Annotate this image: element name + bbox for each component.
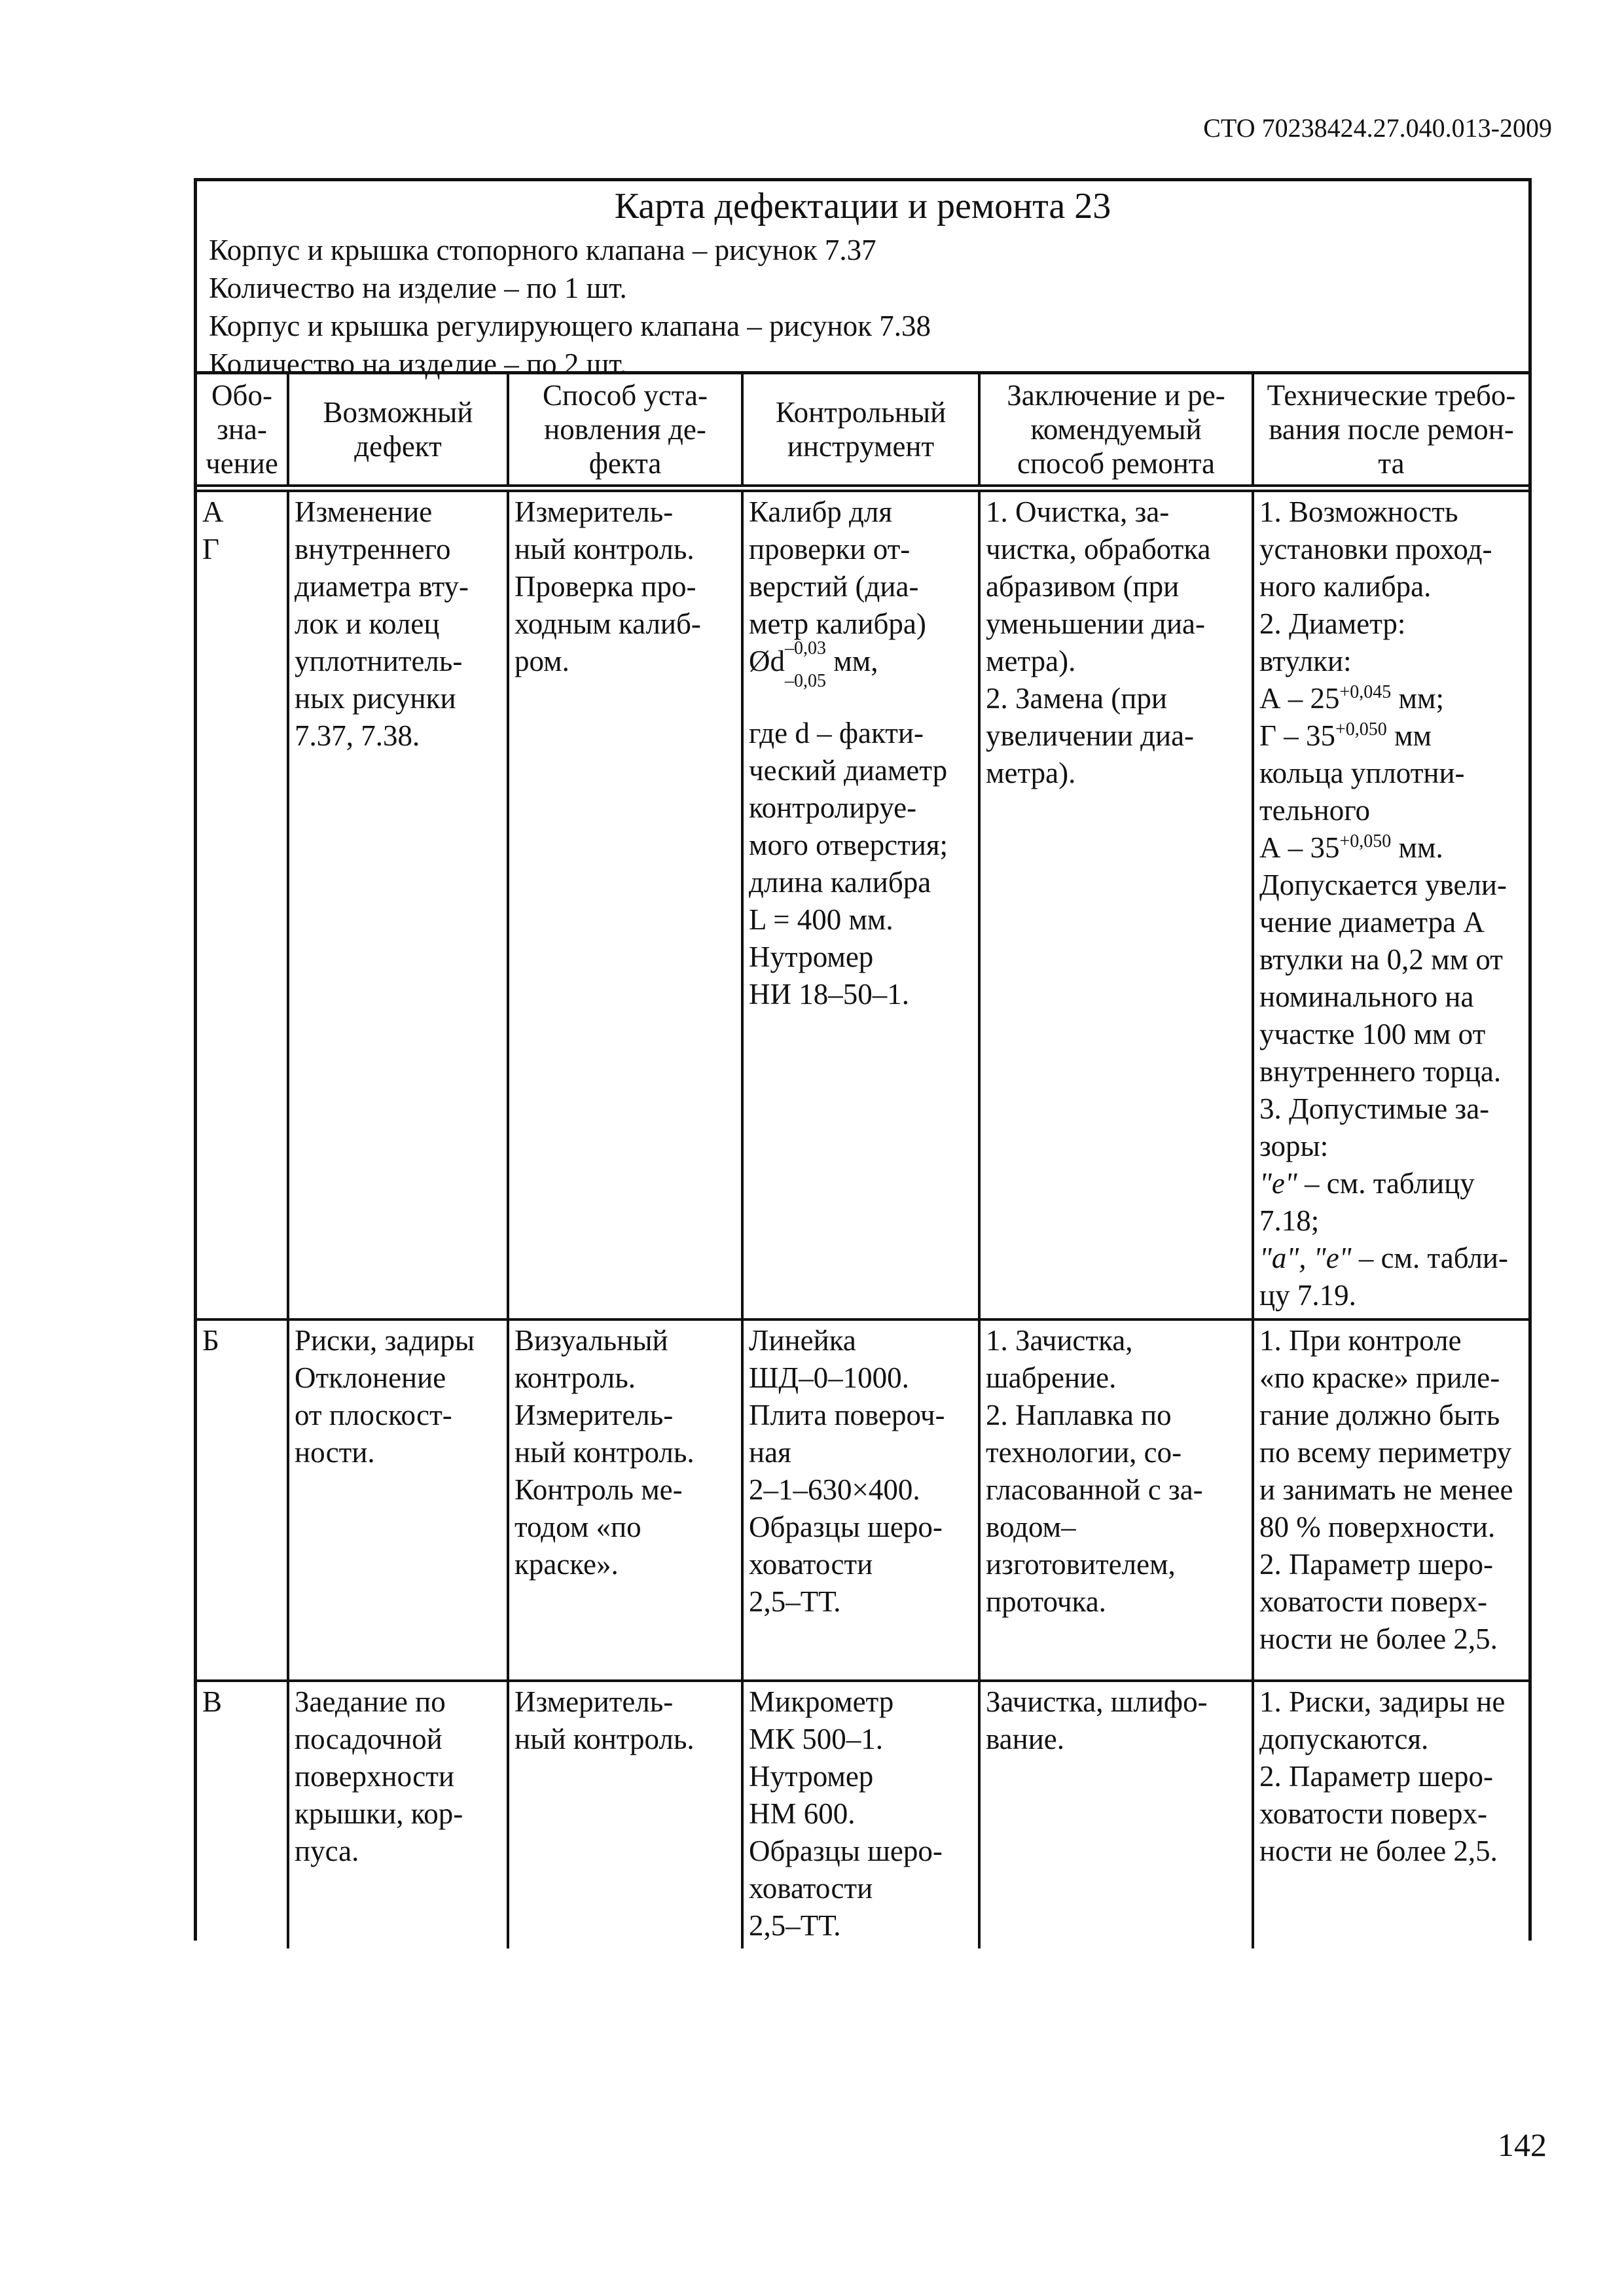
gap-a-e: "а", "е" – см. табли- <box>1259 1242 1508 1274</box>
column-header-tool: Контрольный инструмент <box>742 374 979 488</box>
cell-method: Измеритель- ный контроль. <box>508 1681 742 1948</box>
page-number: 142 <box>1498 2126 1547 2163</box>
cell-tool: Микрометр МК 500–1. Нутромер НМ 600. Образцы шеро- ховатости 2,5–ТТ. <box>742 1681 979 1948</box>
cell-designation: В <box>197 1681 288 1948</box>
column-header-repair: Заключение и ре- комендуемый способ ремонта <box>979 374 1253 488</box>
dimension-a-ring: А – $35^{+0,050}$ мм. <box>1259 831 1443 864</box>
defect-card <box>194 178 1532 1941</box>
card-line: Корпус и крышка регулирующего клапана – рисунок 7.38 <box>209 310 931 342</box>
cell-designation: Б <box>197 1319 288 1681</box>
cell-designation: А Г <box>197 488 288 1319</box>
card-header <box>197 181 1528 380</box>
cell-repair: 1. Очистка, за- чистка, обработка абразивом (при уменьшении диа- метра). 2. Замена (при увеличении диа- метра). <box>979 488 1253 1319</box>
cell-method: Визуальный контроль. Измеритель- ный контроль. Контроль ме- тодом «по краске». <box>508 1319 742 1681</box>
table-header-row <box>197 374 1528 488</box>
defects-table <box>197 374 1528 1948</box>
cell-defect: Заедание по посадочной поверхности крышки, кор- пуса. <box>288 1681 508 1948</box>
cell-method: Измеритель- ный контроль. Проверка про- ходным калиб- ром. <box>508 488 742 1319</box>
table-row <box>197 488 1528 1319</box>
card-title: Карта дефектации и ремонта 23 <box>614 186 1111 226</box>
card-line: Количество на изделие – по 1 шт. <box>209 272 627 304</box>
gauge-formula: Ød –0,03 –0,05 мм, <box>749 638 878 691</box>
table-row <box>197 1319 1528 1681</box>
dimension-a: А – $25^{+0,045}$ мм; <box>1259 682 1445 715</box>
cell-tool: Линейка ШД–0–1000. Плита повероч- ная 2–1–630×400. Образцы шеро- ховатости 2,5–ТТ. <box>742 1319 979 1681</box>
column-header-defect: Возможный дефект <box>288 374 508 488</box>
cell-defect: Изменение внутреннего диаметра вту- лок и колец уплотнитель- ных рисунки 7.37, 7.38. <box>288 488 508 1319</box>
gap-e: "е" – см. таблицу <box>1259 1167 1475 1200</box>
cell-repair: 1. Зачистка, шабрение. 2. Наплавка по технологии, со- гласованной с за- водом– изготовителем, проточка. <box>979 1319 1253 1681</box>
dimension-g: Г – $35^{+0,050}$ мм <box>1259 719 1432 752</box>
card-line: Корпус и крышка стопорного клапана – рисунок 7.37 <box>209 234 876 266</box>
cell-tool: Калибр для проверки от- верстий (диа- метр калибра) Ød –0,03 –0,05 мм, где d – факти- ческий диаметр контролируе- мого отверстия; длина калибра L = 400 мм. Нутромер НИ 18–50–1. <box>742 488 979 1319</box>
table-row <box>197 1681 1528 1948</box>
cell-requirements: 1. Возможность установки проход- ного калибра. 2. Диаметр: втулки: А – $25^{+0,045}$ мм; Г – $35^{+0,050}$ мм кольца уплотни- тельного А – $35^{+0,050}$ мм. Допускается увели- чение диаметра А втулки на 0,2 мм от номинального на участке 100 мм от внутреннего торца. 3. Допустимые за- зоры: "е" – см. таблицу 7.18; "а", "е" – см. табли- цу 7.19. <box>1253 488 1528 1319</box>
column-header-method: Способ уста- новления де- фекта <box>508 374 742 488</box>
cell-requirements: 1. При контроле «по краске» приле- гание должно быть по всему периметру и занимать не менее 80 % поверхности. 2. Параметр шеро- ховатости поверх- ности не более 2,5. <box>1253 1319 1528 1681</box>
column-header-requirements: Технические требо- вания после ремон- та <box>1253 374 1528 488</box>
column-header-designation: Обо- зна- чение <box>197 374 288 488</box>
cell-requirements: 1. Риски, задиры не допускаются. 2. Параметр шеро- ховатости поверх- ности не более 2,5. <box>1259 1685 1506 1867</box>
document-code: СТО 70238424.27.040.013-2009 <box>1203 113 1552 143</box>
cell-repair: Зачистка, шлифо- вание. <box>979 1681 1253 1948</box>
cell-defect: Риски, задиры Отклонение от плоскост- ности. <box>288 1319 508 1681</box>
card-line: Количество на изделие – по 2 шт. <box>209 348 627 380</box>
